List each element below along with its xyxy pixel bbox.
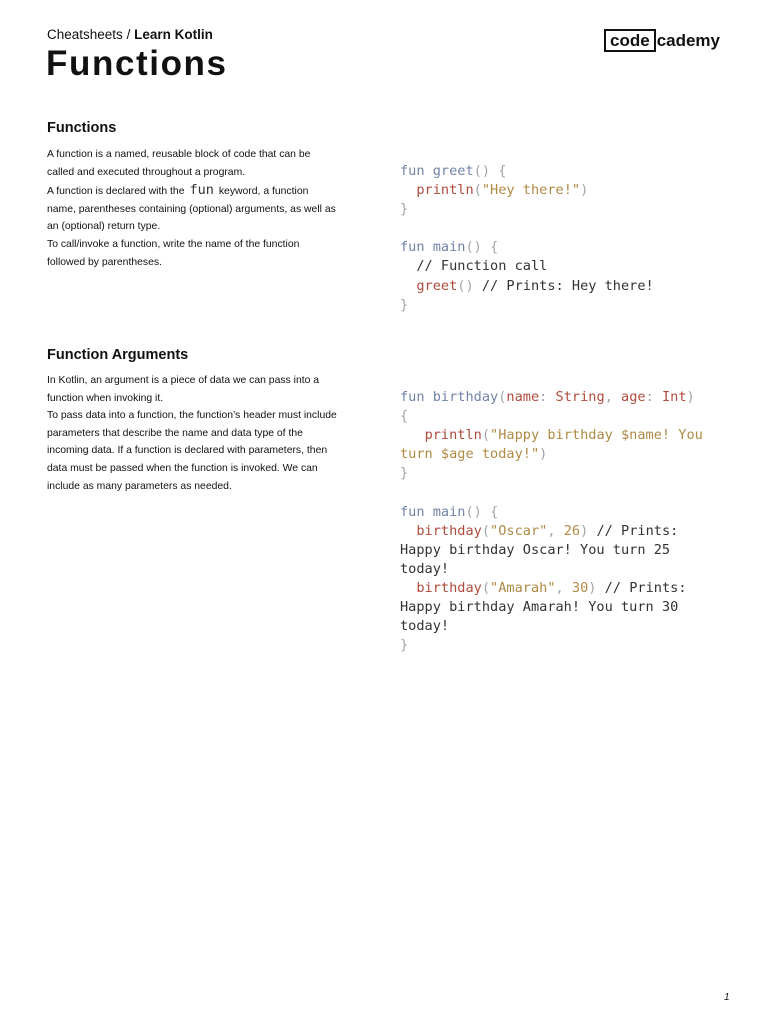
code-line: } [400, 465, 409, 482]
code-line: turn $age today!") [400, 446, 548, 463]
breadcrumb-course-link[interactable]: Learn Kotlin [134, 27, 213, 42]
code-line: // Function call [416, 258, 548, 275]
code-line: } [400, 201, 409, 218]
code-line: } [400, 296, 409, 313]
code-line: { [400, 408, 409, 425]
code-line: println("Hey there!") [416, 182, 589, 199]
paragraph-text: keyword, a function name, parentheses containing (optional) arguments, as well as an (optional) return type. [47, 186, 336, 233]
code-line: fun birthday(name: String, age: Int) [400, 389, 695, 405]
codecademy-logo[interactable] [604, 29, 720, 52]
breadcrumb [47, 27, 213, 42]
section-text-function-arguments [47, 372, 337, 495]
code-line: today! [400, 560, 450, 577]
paragraph-text: A function is declared with the [47, 186, 185, 198]
code-line: } [400, 637, 409, 654]
code-line: fun main() { [400, 239, 499, 256]
paragraph [47, 182, 337, 236]
code-line: today! [400, 618, 450, 635]
page-title: Functions [46, 44, 228, 83]
code-line-empty [400, 483, 730, 502]
logo-boxed-text: code [604, 29, 656, 52]
code-line: fun main() { [400, 503, 499, 520]
paragraph: A function is a named, reusable block of code that can be called and executed throughout a program. [47, 149, 311, 178]
paragraph: To call/invoke a function, write the name of the function followed by parentheses. [47, 238, 300, 268]
code-line: Happy birthday Amarah! You turn 30 [400, 599, 679, 616]
page-number: 1 [724, 992, 730, 1003]
inline-code-fun: fun [189, 182, 214, 199]
logo-rest-text: cademy [656, 30, 721, 50]
code-line: Happy birthday Oscar! You turn 25 [400, 541, 671, 558]
code-block-function-arguments [400, 388, 730, 655]
section-title-functions: Functions [47, 120, 117, 136]
code-line: fun greet() { [400, 163, 507, 179]
paragraph: In Kotlin, an argument is a piece of data we can pass into a function when invoking it. [47, 375, 320, 404]
breadcrumb-cheatsheets-link[interactable]: Cheatsheets [47, 27, 123, 42]
code-block-functions [400, 162, 730, 315]
code-line: birthday("Amarah", 30) // Prints: [416, 579, 687, 596]
code-line: println("Happy birthday $name! You [424, 427, 703, 444]
code-line: birthday("Oscar", 26) // Prints: [416, 522, 679, 539]
code-line: greet() // Prints: Hey there! [416, 277, 654, 294]
section-title-function-arguments: Function Arguments [47, 347, 189, 363]
code-line-empty [400, 219, 730, 238]
breadcrumb-separator: / [122, 27, 135, 42]
paragraph: To pass data into a function, the function’s header must include parameters that describe the name and data type of the incoming data. If a function is declared with parameters, then data must be passed when the function is invoked. We can include as many parameters as needed. [47, 410, 337, 492]
section-text-functions [47, 146, 337, 271]
